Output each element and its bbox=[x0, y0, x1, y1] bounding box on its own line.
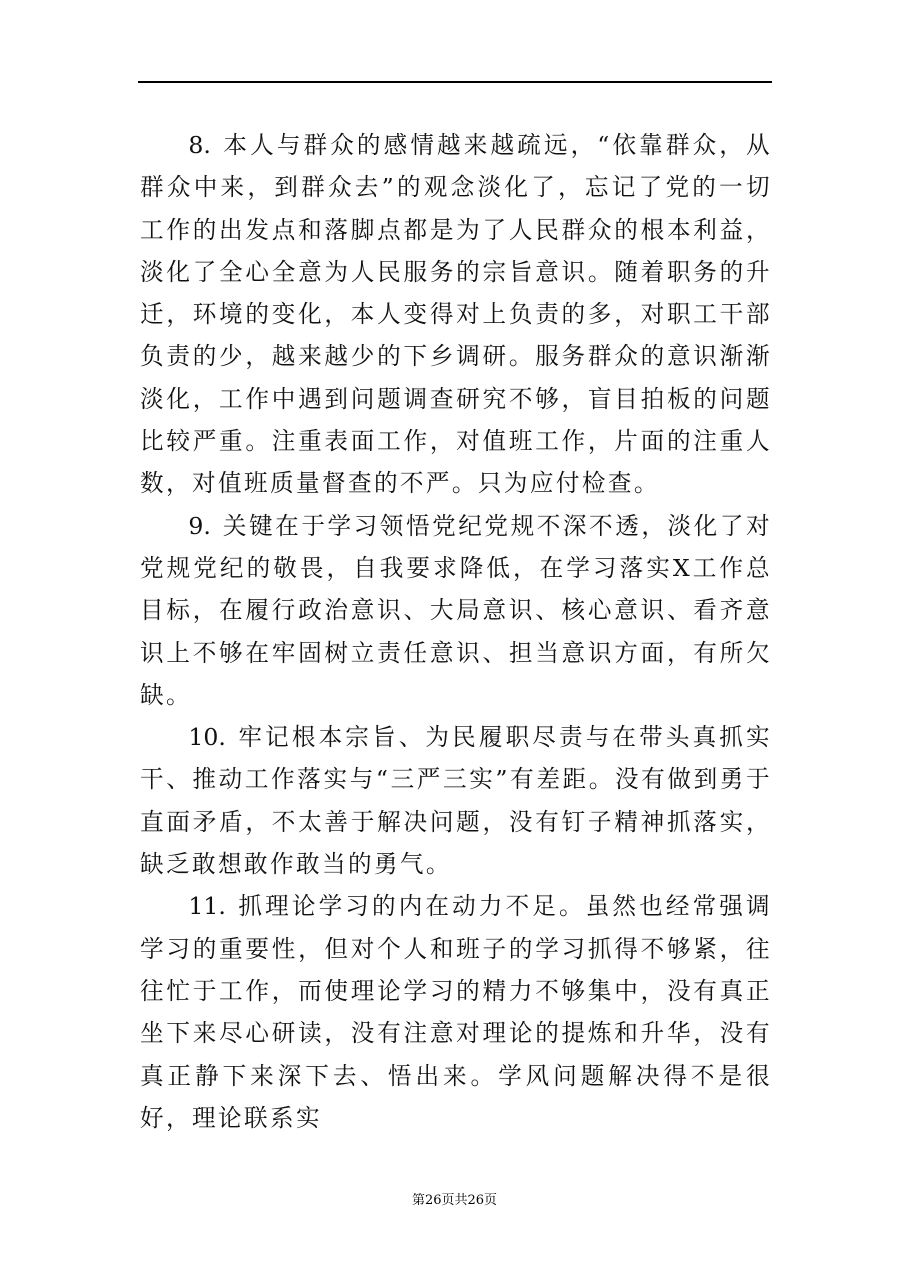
paragraph-text: 本人与群众的感情越来越疏远，“依靠群众，从群众中来，到群众去”的观念淡化了，忘记了党的一切工作的出发点和落脚点都是为了人民群众的根本利益，淡化了全心全意为人民服务的宗旨意识。随着职务的升迁，环境的变化，本人变得对上负责的多，对职工干部负责的少，越来越少的下乡调研。服务群众的意识渐渐淡化，工作中遇到问题调查研究不够，盲目拍板的问题比较严重。注重表面工作，对值班工作，片面的注重人数，对值班质量督查的不严。只为应付检查。 bbox=[140, 131, 772, 498]
paragraph-text: 牢记根本宗旨、为民履职尽责与在带头真抓实干、推动工作落实与“三严三实”有差距。没有做到勇于直面矛盾，不太善于解决问题，没有钉子精神抓落实，缺乏敢想敢作敢当的勇气。 bbox=[140, 723, 772, 879]
page-footer bbox=[0, 1189, 909, 1208]
document-body bbox=[140, 124, 772, 1139]
paragraph-9 bbox=[140, 505, 772, 716]
header-rule bbox=[138, 81, 772, 83]
paragraph-number: 10. bbox=[188, 723, 226, 752]
paragraph-text: 抓理论学习的内在动力不足。虽然也经常强调学习的重要性，但对个人和班子的学习抓得不够紧，往往忙于工作，而使理论学习的精力不够集中，没有真正坐下来尽心研读，没有注意对理论的提炼和升华，没有真正静下来深下去、悟出来。学风问题解决得不是很好，理论联系实 bbox=[140, 892, 772, 1132]
paragraph-number: 9. bbox=[188, 511, 211, 540]
paragraph-number: 8. bbox=[188, 131, 211, 159]
paragraph-10 bbox=[140, 716, 772, 885]
paragraph-11 bbox=[140, 885, 772, 1139]
page-number-label: 第26页共26页 bbox=[411, 1193, 498, 1208]
paragraph-number: 11. bbox=[188, 892, 226, 921]
paragraph-8 bbox=[140, 124, 772, 505]
paragraph-text: 关键在于学习领悟党纪党规不深不透，淡化了对党规党纪的敬畏，自我要求降低，在学习落实X工作总目标，在履行政治意识、大局意识、核心意识、看齐意识上不够在牢固树立责任意识、担当意识方面，有所欠缺。 bbox=[140, 511, 772, 709]
